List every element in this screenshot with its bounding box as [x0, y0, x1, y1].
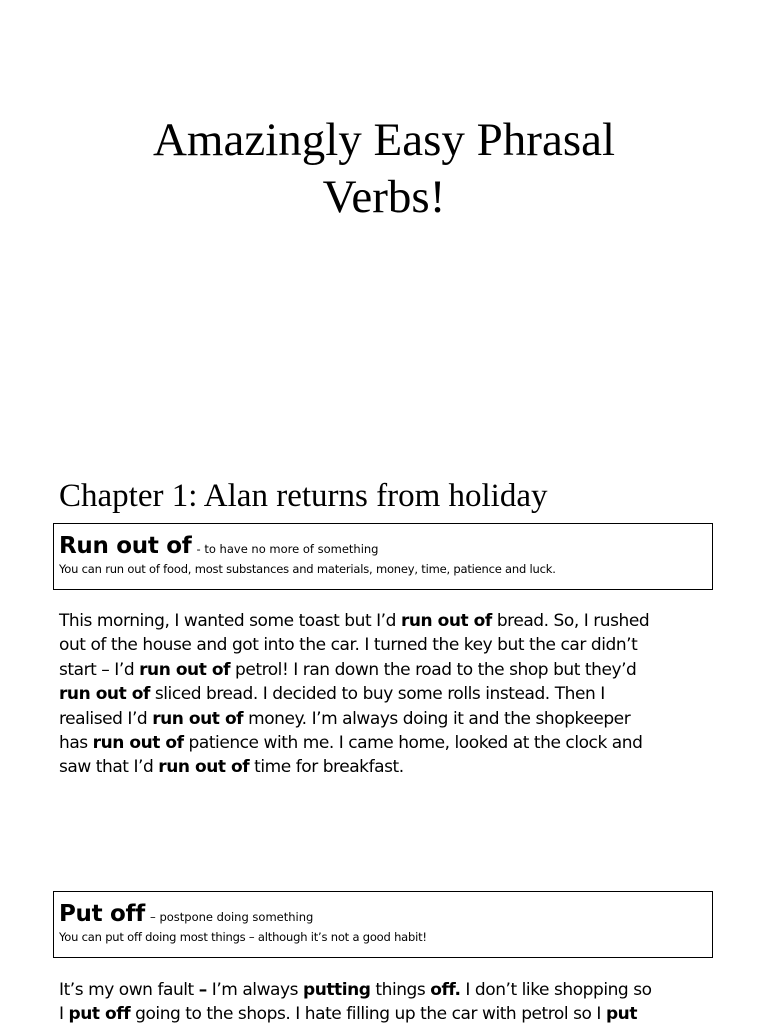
story-line [59, 682, 719, 706]
story-text: going to the shops. I hate filling up the car with petrol so I [130, 1004, 606, 1025]
story-text: petrol! I ran down the road to the shop but they’d [230, 659, 637, 680]
story-paragraph-put-off [59, 978, 719, 1027]
phrasal-verb-highlight: run out of [158, 757, 250, 778]
phrasal-verb-highlight: run out of [92, 733, 184, 754]
phrasal-verb-highlight: put [605, 1004, 638, 1025]
story-text: has [59, 733, 93, 754]
story-line [59, 609, 719, 633]
story-text: out of the house and got into the car. I turned the key but the car didn’t [59, 635, 638, 656]
story-text: This morning, I wanted some toast but I’d [59, 611, 401, 631]
phrasal-verb-highlight: run out of [59, 684, 150, 705]
phrasal-verb-usage: You can put off doing most things – although it’s not a good habit! [59, 930, 427, 944]
phrasal-verb-highlight: put off [68, 1004, 131, 1025]
story-line [59, 633, 719, 657]
phrasal-verb-meaning: - to have no more of something [196, 542, 379, 556]
story-text: realised I’d [59, 708, 153, 729]
story-text: I [59, 1004, 69, 1025]
story-line [59, 658, 719, 682]
story-text: time for breakfast. [249, 757, 404, 778]
phrasal-verb-highlight: putting [302, 980, 371, 1000]
phrasal-verb-meaning: – postpone doing something [150, 910, 314, 924]
story-text: money. I’m always doing it and the shopkeeper [243, 708, 631, 729]
phrasal-verb-highlight: off. [430, 980, 461, 1000]
phrasal-verb-term: Put off [59, 901, 145, 927]
story-text: patience with me. I came home, looked at the clock and [183, 733, 643, 754]
story-paragraph-run-out-of [59, 609, 719, 780]
story-text: It’s my own fault [59, 980, 199, 1000]
story-line [59, 978, 719, 1002]
story-line [59, 707, 719, 731]
phrasal-verb-highlight: run out of [139, 659, 231, 680]
phrasal-verb-highlight: – [198, 980, 207, 1000]
phrasal-verb-highlight: run out of [152, 708, 244, 729]
definition-box-run-out-of [53, 523, 713, 590]
phrasal-verb-term: Run out of [59, 533, 192, 559]
chapter-heading: Chapter 1: Alan returns from holiday [59, 478, 548, 514]
story-text: saw that I’d [59, 757, 159, 778]
story-text: sliced bread. I decided to buy some rolls instead. Then I [149, 684, 605, 705]
story-text: I don’t like shopping so [460, 980, 652, 1000]
phrasal-verb-usage: You can run out of food, most substances and materials, money, time, patience and luck. [59, 562, 556, 576]
story-line [59, 1002, 719, 1026]
story-line [59, 731, 719, 755]
story-text: things [370, 980, 431, 1000]
phrasal-verb-highlight: run out of [400, 611, 492, 631]
story-text: I’m always [206, 980, 303, 1000]
story-text: start – I’d [59, 659, 140, 680]
page-title: Amazingly Easy Phrasal Verbs! [152, 114, 616, 223]
definition-box-put-off [53, 891, 713, 958]
story-line [59, 755, 719, 779]
story-text: bread. So, I rushed [491, 611, 650, 631]
